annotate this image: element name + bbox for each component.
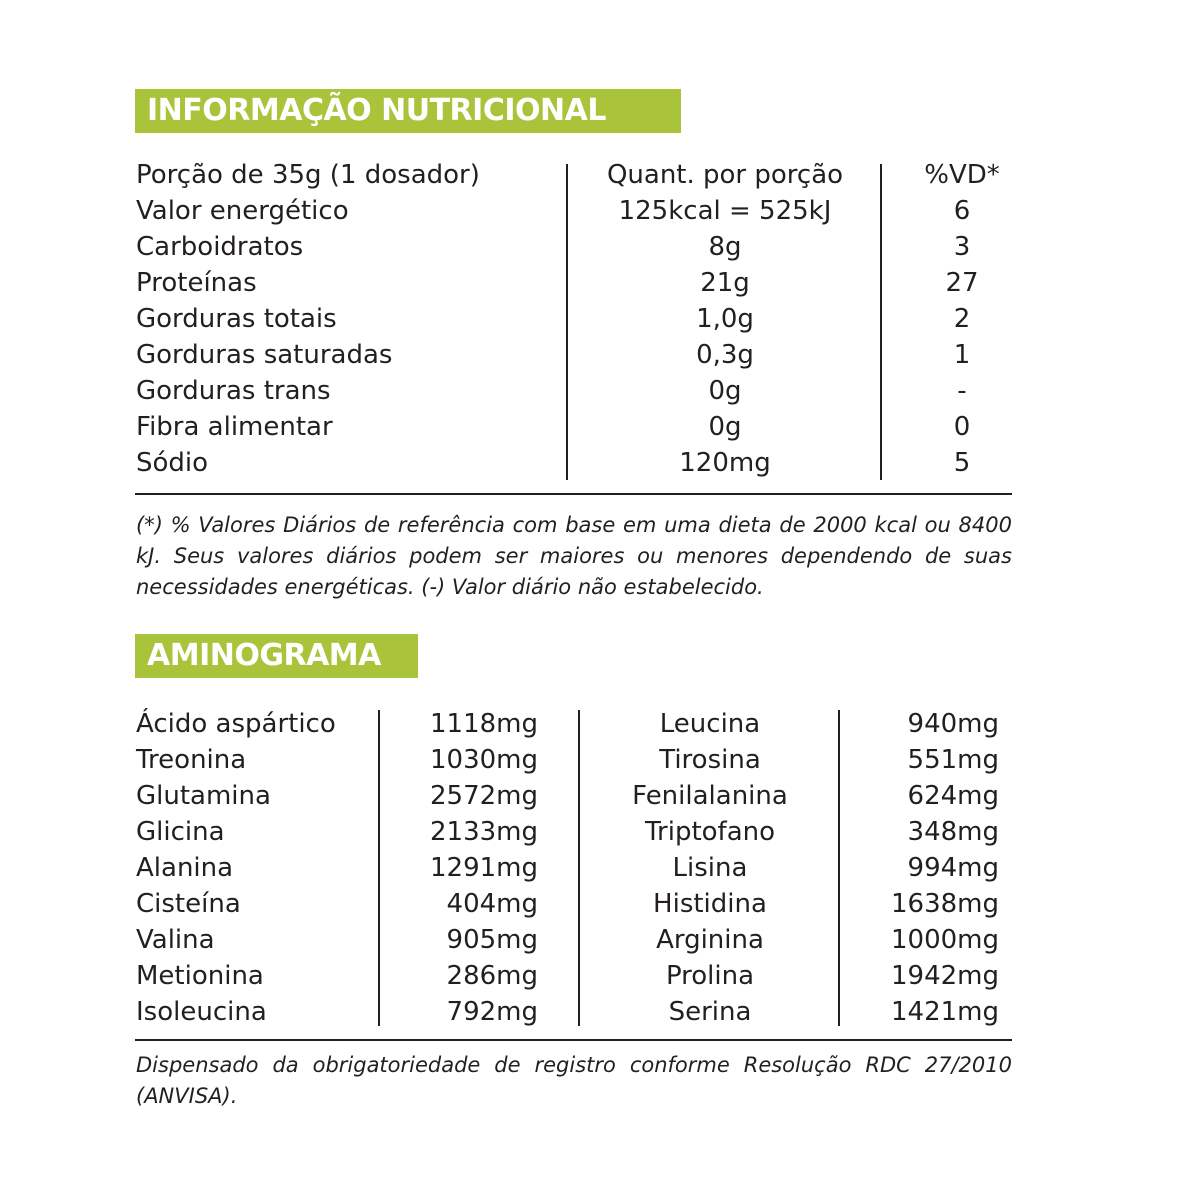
nutrition-row bbox=[0, 229, 1200, 265]
amino-name: Prolina bbox=[665, 961, 755, 991]
nutrient-vd: 3 bbox=[953, 232, 971, 262]
amino-value: 792mg bbox=[446, 997, 538, 1027]
nutrient-quantity: 125kcal = 525kJ bbox=[618, 196, 832, 226]
amino-name: Cisteína bbox=[136, 889, 241, 919]
nutrient-name: Gorduras trans bbox=[136, 376, 331, 406]
amino-value: 940mg bbox=[907, 709, 999, 739]
nutrient-name: Fibra alimentar bbox=[136, 412, 333, 442]
amino-name: Fenilalanina bbox=[632, 781, 788, 811]
nutrition-row bbox=[0, 337, 1200, 373]
amino-bottom-rule bbox=[135, 1039, 1012, 1041]
amino-row bbox=[0, 922, 1200, 958]
nutrient-name: Gorduras saturadas bbox=[136, 340, 393, 370]
portion-label: Porção de 35g (1 dosador) bbox=[136, 160, 480, 190]
nutrition-row bbox=[0, 265, 1200, 301]
nutrient-quantity: 0g bbox=[708, 376, 742, 406]
amino-value: 551mg bbox=[907, 745, 999, 775]
amino-name: Glicina bbox=[136, 817, 225, 847]
amino-value: 1421mg bbox=[891, 997, 999, 1027]
quantity-header: Quant. por porção bbox=[606, 160, 844, 190]
nutrient-vd: 2 bbox=[953, 304, 971, 334]
nutrition-row bbox=[0, 409, 1200, 445]
amino-name: Ácido aspártico bbox=[136, 709, 336, 739]
nutrient-quantity: 1,0g bbox=[696, 304, 754, 334]
amino-value: 905mg bbox=[446, 925, 538, 955]
amino-name: Valina bbox=[136, 925, 215, 955]
amino-row bbox=[0, 994, 1200, 1030]
nutrient-vd: 6 bbox=[953, 196, 971, 226]
nutrient-vd: - bbox=[957, 376, 967, 406]
nutrient-vd: 27 bbox=[945, 268, 979, 298]
nutrient-name: Carboidratos bbox=[136, 232, 304, 262]
amino-value: 1000mg bbox=[891, 925, 999, 955]
amino-name: Treonina bbox=[136, 745, 247, 775]
amino-row bbox=[0, 778, 1200, 814]
amino-value: 624mg bbox=[907, 781, 999, 811]
nutrient-quantity: 0,3g bbox=[696, 340, 754, 370]
amino-value: 404mg bbox=[446, 889, 538, 919]
amino-value: 1942mg bbox=[891, 961, 999, 991]
nutrient-quantity: 0g bbox=[708, 412, 742, 442]
amino-row bbox=[0, 814, 1200, 850]
nutrient-vd: 0 bbox=[953, 412, 971, 442]
nutrition-info-title: INFORMAÇÃO NUTRICIONAL bbox=[135, 89, 681, 133]
amino-row bbox=[0, 742, 1200, 778]
nutrition-row bbox=[0, 373, 1200, 409]
amino-value: 286mg bbox=[446, 961, 538, 991]
nutrient-name: Sódio bbox=[136, 448, 209, 478]
aminogram-title: AMINOGRAMA bbox=[135, 634, 418, 678]
amino-name: Metionina bbox=[136, 961, 264, 991]
amino-value: 348mg bbox=[907, 817, 999, 847]
nutrition-table-header bbox=[0, 157, 1200, 193]
nutrition-row bbox=[0, 193, 1200, 229]
nutrient-name: Valor energético bbox=[136, 196, 349, 226]
amino-value: 1030mg bbox=[430, 745, 538, 775]
nutrient-name: Gorduras totais bbox=[136, 304, 337, 334]
registration-exemption-note: Dispensado da obrigatoriedade de registro conforme Resolução RDC 27/2010 (ANVISA). bbox=[136, 1053, 1012, 1108]
amino-name: Leucina bbox=[659, 709, 761, 739]
column-divider bbox=[566, 164, 568, 480]
amino-value: 1638mg bbox=[891, 889, 999, 919]
amino-name: Isoleucina bbox=[136, 997, 267, 1027]
amino-name: Tirosina bbox=[659, 745, 761, 775]
amino-row bbox=[0, 958, 1200, 994]
amino-name: Serina bbox=[668, 997, 752, 1027]
daily-value-footnote: (*) % Valores Diários de referência com base em uma dieta de 2000 kcal ou 8400 kJ. Seus valores diários podem ser maiores ou menores dependendo de suas necessidades energéticas. (-) Valor diário não estabelecido. bbox=[136, 513, 1012, 599]
column-divider bbox=[578, 710, 580, 1026]
amino-name: Lisina bbox=[672, 853, 748, 883]
nutrient-name: Proteínas bbox=[136, 268, 257, 298]
amino-value: 2133mg bbox=[430, 817, 538, 847]
nutrient-vd: 5 bbox=[953, 448, 971, 478]
amino-name: Histidina bbox=[653, 889, 767, 919]
amino-value: 2572mg bbox=[430, 781, 538, 811]
amino-row bbox=[0, 850, 1200, 886]
amino-name: Alanina bbox=[136, 853, 234, 883]
amino-name: Glutamina bbox=[136, 781, 271, 811]
amino-name: Arginina bbox=[656, 925, 764, 955]
nutrition-row bbox=[0, 445, 1200, 481]
nutrient-vd: 1 bbox=[953, 340, 971, 370]
amino-value: 994mg bbox=[907, 853, 999, 883]
column-divider bbox=[880, 164, 882, 480]
amino-row bbox=[0, 886, 1200, 922]
nutrient-quantity: 21g bbox=[700, 268, 750, 298]
column-divider bbox=[378, 710, 380, 1026]
vd-header: %VD* bbox=[924, 160, 1000, 190]
nutrient-quantity: 8g bbox=[708, 232, 742, 262]
amino-value: 1118mg bbox=[430, 709, 538, 739]
column-divider bbox=[838, 710, 840, 1026]
amino-value: 1291mg bbox=[430, 853, 538, 883]
table-bottom-rule bbox=[135, 493, 1012, 495]
amino-name: Triptofano bbox=[644, 817, 776, 847]
amino-row bbox=[0, 706, 1200, 742]
nutrition-row bbox=[0, 301, 1200, 337]
nutrient-quantity: 120mg bbox=[679, 448, 771, 478]
